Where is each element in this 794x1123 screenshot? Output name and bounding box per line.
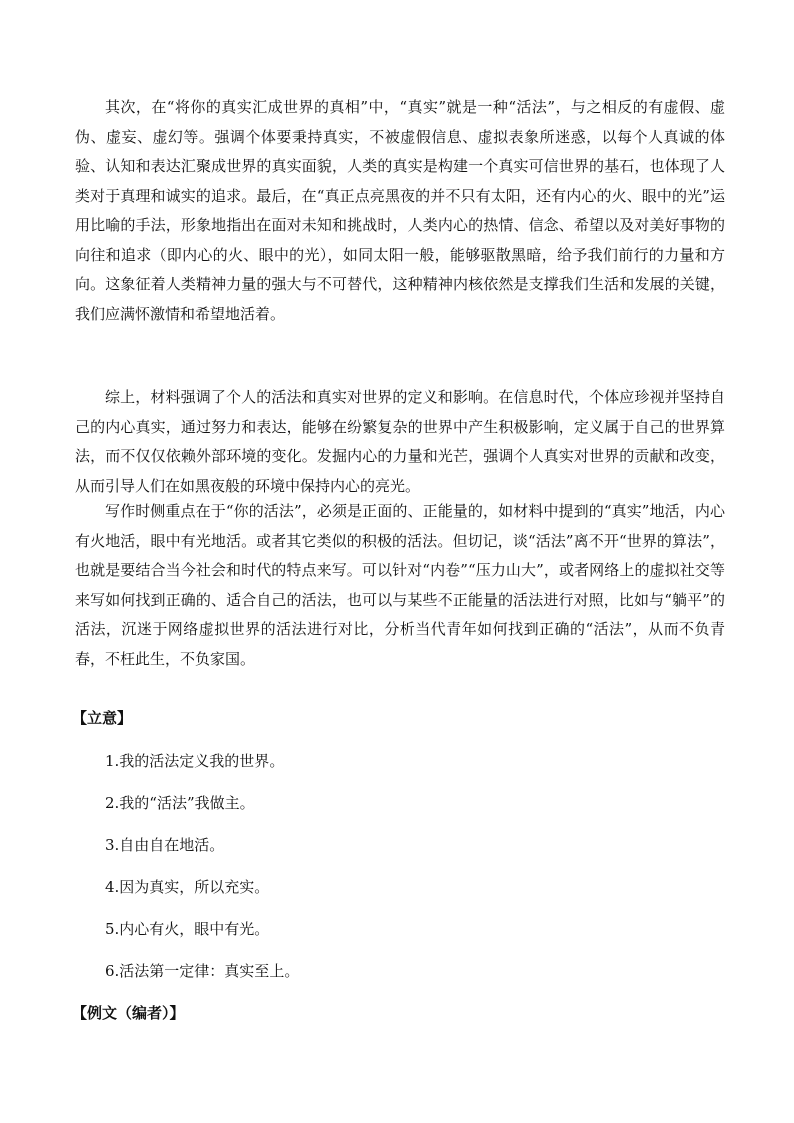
liyi-list-item: 4.因为真实，所以充实。 bbox=[105, 878, 270, 896]
section-heading-liwen: 【例文（编者）】 bbox=[72, 1004, 185, 1022]
liyi-list-item: 6.活法第一定律：真实至上。 bbox=[105, 962, 300, 980]
body-paragraph: 综上，材料强调了个人的活法和真实对世界的定义和影响。在信息时代，个体应珍视并坚持自己的内心真实，通过努力和表达，能够在纷繁复杂的世界中产生积极影响，定义属于自己的世界算法，而不仅仅依赖外部环境的变化。发掘内心的力量和光芒，强调个人真实对世界的贡献和改变，从而引导人们在如黑夜般的环境中保持内心的亮光。 bbox=[75, 388, 725, 495]
liyi-list-item: 1.我的活法定义我的世界。 bbox=[105, 752, 285, 770]
section-heading-liyi: 【立意】 bbox=[72, 709, 133, 727]
liyi-list-item: 5.内心有火，眼中有光。 bbox=[105, 920, 270, 938]
liyi-list-item: 3.自由自在地活。 bbox=[105, 836, 225, 854]
body-paragraph: 写作时侧重点在于“你的活法”，必须是正面的、正能量的，如材料中提到的“真实”地活，内心有火地活，眼中有光地活。或者其它类似的积极的活法。但切记，谈“活法”离不开“世界的算法”，也就是要结合当今社会和时代的特点来写。可以针对“内卷”“压力山大”，或者网络上的虚拟社交等来写如何找到正确的、适合自己的活法，也可以与某些不正能量的活法进行对照，比如与“躺平”的活法，沉迷于网络虚拟世界的活法进行对比，分析当代青年如何找到正确的“活法”，从而不负青春，不枉此生，不负家国。 bbox=[75, 502, 725, 668]
liyi-list-item: 2.我的“活法”我做主。 bbox=[105, 794, 255, 812]
body-paragraph: 其次，在“将你的真实汇成世界的真相”中，“真实”就是一种“活法”，与之相反的有虚假、虚伪、虚妄、虚幻等。强调个体要秉持真实，不被虚假信息、虚拟表象所迷惑，以每个人真诚的体验、认知和表达汇聚成世界的真实面貌，人类的真实是构建一个真实可信世界的基石，也体现了人类对于真理和诚实的追求。最后，在“真正点亮黑夜的并不只有太阳，还有内心的火、眼中的光”运用比喻的手法，形象地指出在面对未知和挑战时，人类内心的热情、信念、希望以及对美好事物的向往和追求（即内心的火、眼中的光），如同太阳一般，能够驱散黑暗，给予我们前行的力量和方向。这象征着人类精神力量的强大与不可替代，这种精神内核依然是支撑我们生活和发展的关键，我们应满怀激情和希望地活着。 bbox=[75, 98, 725, 323]
